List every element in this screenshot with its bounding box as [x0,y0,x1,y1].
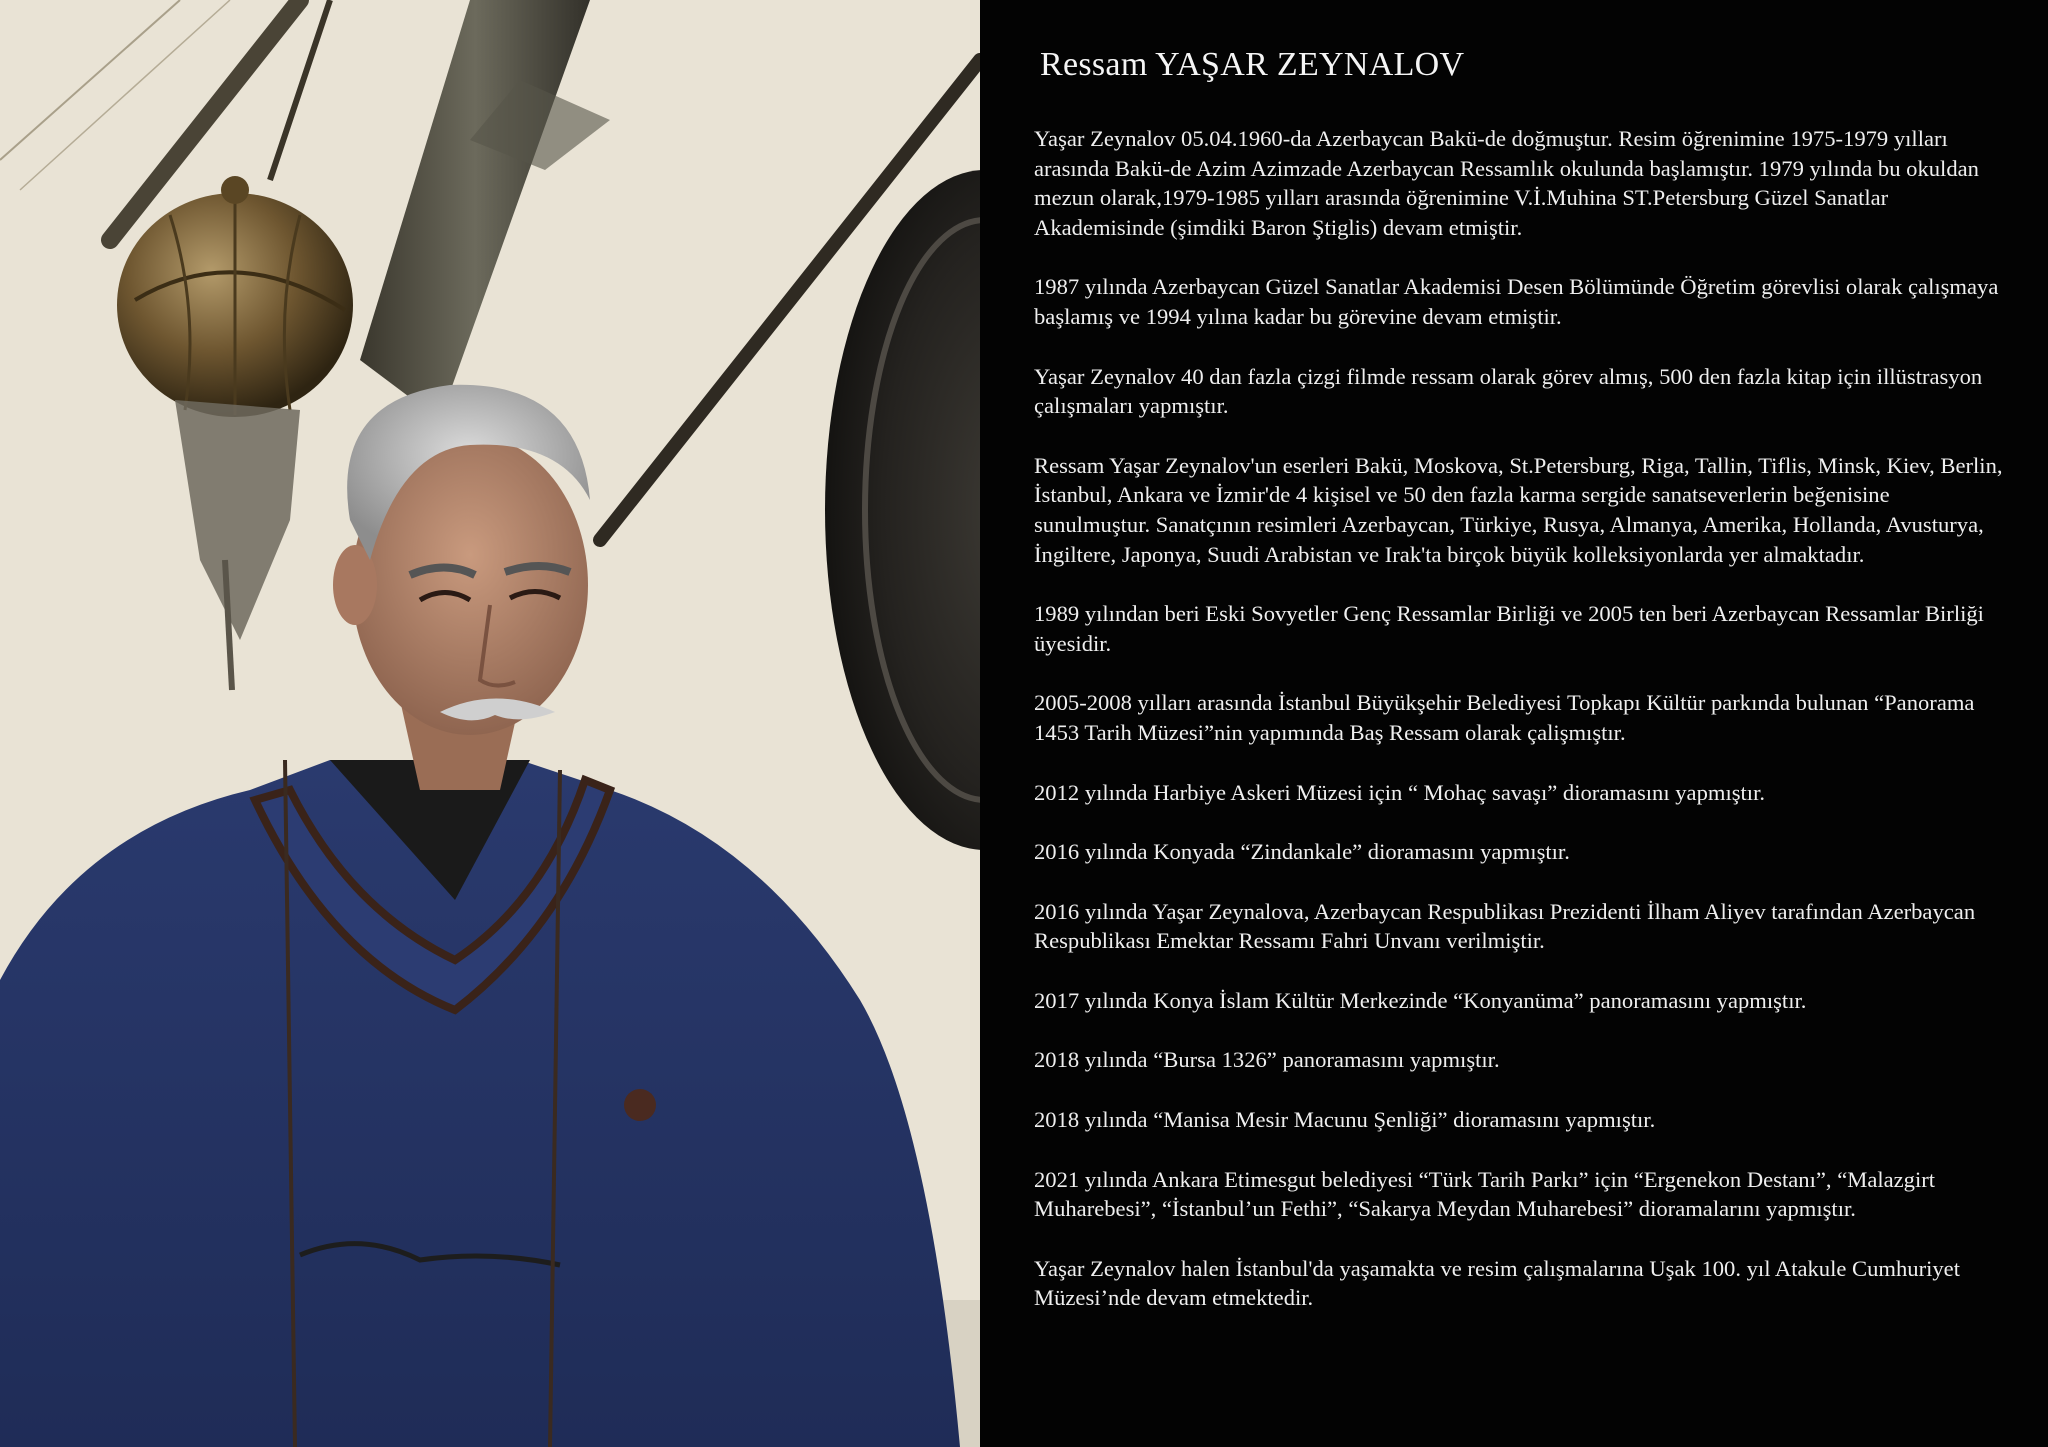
bio-paragraph: 2005-2008 yılları arasında İstanbul Büyükşehir Belediyesi Topkapı Kültür parkında bulunan “Panorama 1453 Tarih Müzesi”nin yapımında Baş Ressam olarak çalişmıştır. [1034,690,1975,745]
biography-text [1034,124,2008,1313]
bio-paragraph: 2018 yılında “Bursa 1326” panoramasını yapmıştır. [1034,1047,1500,1073]
portrait-illustration [0,0,980,1447]
bio-paragraph: 2016 yılında Yaşar Zeynalova, Azerbaycan Respublikası Prezidenti İlham Aliyev tarafından Azerbaycan Respublikası Emektar Ressamı Fahri Unvanı verilmiştir. [1034,898,1976,954]
bio-paragraph: Yaşar Zeynalov 05.04.1960-da Azerbaycan Bakü-de doğmuştur. Resim öğrenimine 1975-1979 yılları arasında Bakü-de Azim Azimzade Azerbaycan Ressamlık okulunda başlamıştır. 1979 yılında bu okuldan mezun olarak,1979-1985 yılları arasında öğrenimine V.İ.Muhina ST.Petersburg Güzel Sanatlar Akademisinde (şimdiki Baron Ştiglis) devam etmiştir. [1034,126,1979,240]
bio-paragraph: 2021 yılında Ankara Etimesgut belediyesi “Türk Tarih Parkı” için “Ergenekon Destanı”, “Malazgirt Muharebesi”, “İstanbul’un Fethi”, “Sakarya Meydan Muharebesi” dioramalarını yapmıştır. [1034,1166,1936,1222]
biography-panel [980,0,2048,1447]
artist-portrait-photo [0,0,980,1447]
bio-paragraph: Yaşar Zeynalov halen İstanbul'da yaşamakta ve resim çalışmalarına Uşak 100. yıl Atakule Cumhuriyet Müzesi’nde devam etmektedir. [1034,1255,1960,1311]
bio-paragraph: 2017 yılında Konya İslam Kültür Merkezinde “Konyanüma” panoramasını yapmıştır. [1034,987,1807,1013]
bio-paragraph: 1987 yılında Azerbaycan Güzel Sanatlar Akademisi Desen Bölümünde Öğretim görevlisi olarak çalışmaya başlamış ve 1994 yılına kadar bu görevine devam etmiştir. [1034,274,1999,329]
bio-paragraph: Yaşar Zeynalov 40 dan fazla çizgi filmde ressam olarak görev almış, 500 den fazla kitap için illüstrasyon çalışmaları yapmıştır. [1034,363,1983,419]
bio-paragraph: Ressam Yaşar Zeynalov'un eserleri Bakü, Moskova, St.Petersburg, Riga, Tallin, Tiflis, Minsk, Kiev, Berlin, İstanbul, Ankara ve İzmir'de 4 kişisel ve 50 den fazla karma sergide sanatseverlerin beğenisine sunulmuştur. Sanatçının resimleri Azerbaycan, Türkiye, Rusya, Almanya, Amerika, Hollanda, Avusturya, İngiltere, Japonya, Suudi Arabistan ve Irak'ta birçok büyük kolleksiyonlarda yer almaktadır. [1034,452,2003,567]
page-title: Ressam YAŞAR ZEYNALOV [1040,46,1465,83]
bio-paragraph: 1989 yılından beri Eski Sovyetler Genç Ressamlar Birliği ve 2005 ten beri Azerbaycan Ressamlar Birliği üyesidir. [1034,601,1984,656]
bio-paragraph: 2012 yılında Harbiye Askeri Müzesi için “ Mohaç savaşı” dioramasını yapmıştır. [1034,779,1765,805]
bio-paragraph: 2018 yılında “Manisa Mesir Macunu Şenliği” dioramasını yapmıştır. [1034,1107,1656,1133]
bio-paragraph: 2016 yılında Konyada “Zindankale” dioramasını yapmıştır. [1034,839,1570,865]
